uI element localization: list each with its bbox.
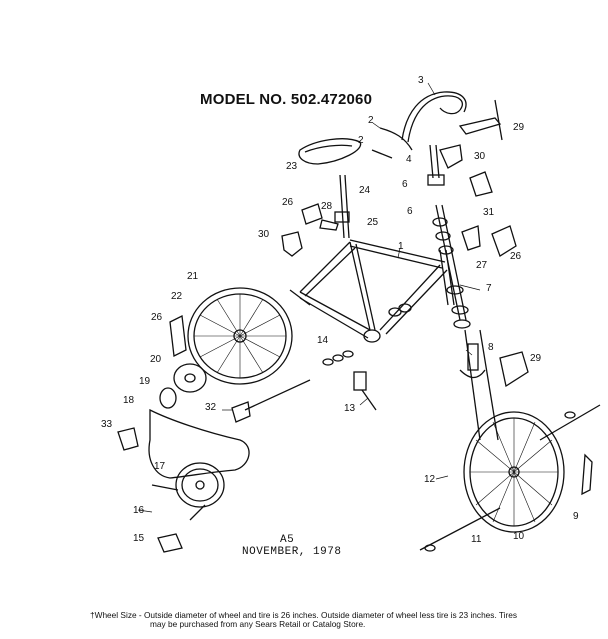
callout-15: 15	[133, 533, 145, 544]
callout-16: 16	[133, 505, 145, 516]
callout-7: 7	[486, 283, 492, 294]
rear-wheel	[170, 288, 292, 384]
footnote-line-2: may be purchased from any Sears Retail or Catalog Store.	[150, 619, 366, 629]
callout-24: 24	[359, 185, 371, 196]
date-ref: NOVEMBER, 1978	[242, 546, 342, 558]
page-ref: A5	[280, 534, 295, 546]
callout-2-second: 2	[358, 135, 364, 146]
callout-30-seat: 30	[258, 229, 270, 240]
callout-26-seat: 26	[282, 197, 294, 208]
callout-33: 33	[101, 419, 113, 430]
wheel-size-footnote	[90, 611, 605, 629]
frame	[290, 240, 454, 342]
callout-21: 21	[187, 271, 199, 282]
callout-3: 3	[418, 75, 424, 86]
callout-20: 20	[150, 354, 162, 365]
callout-28: 28	[321, 201, 333, 212]
callout-19: 19	[139, 376, 151, 387]
callout-6: 6	[402, 179, 408, 190]
callout-29-top: 29	[513, 122, 525, 133]
callout-32: 32	[205, 402, 217, 413]
callout-10: 10	[513, 531, 525, 542]
callout-18: 18	[123, 395, 135, 406]
callout-17: 17	[154, 461, 166, 472]
callout-11: 11	[471, 534, 482, 545]
callout-27: 27	[476, 260, 488, 271]
callout-14: 14	[317, 335, 329, 346]
footnote-line-1: †Wheel Size - Outside diameter of wheel and tire is 26 inches. Outside diameter of wheel less tire is 23 inches. Tires	[90, 610, 518, 620]
callout-26-rear: 26	[151, 312, 163, 323]
callout-30-handlebar: 30	[474, 151, 486, 162]
callout-29-front: 29	[530, 353, 542, 364]
front-wheel	[420, 405, 600, 551]
callout-2: 2	[368, 115, 374, 126]
callout-23: 23	[286, 161, 298, 172]
callout-25: 25	[367, 217, 379, 228]
callout-4: 4	[406, 154, 412, 165]
callout-12: 12	[424, 474, 436, 485]
model-number-title: MODEL NO. 502.472060	[200, 91, 373, 108]
callout-8: 8	[488, 342, 494, 353]
callout-9: 9	[573, 511, 579, 522]
callout-13: 13	[344, 403, 356, 414]
callout-1: 1	[398, 241, 404, 252]
callout-31: 31	[483, 207, 495, 218]
callout-26-front: 26	[510, 251, 522, 262]
callout-22: 22	[171, 291, 183, 302]
seat-post-and-saddle	[282, 139, 361, 256]
callout-6-second: 6	[407, 206, 413, 217]
